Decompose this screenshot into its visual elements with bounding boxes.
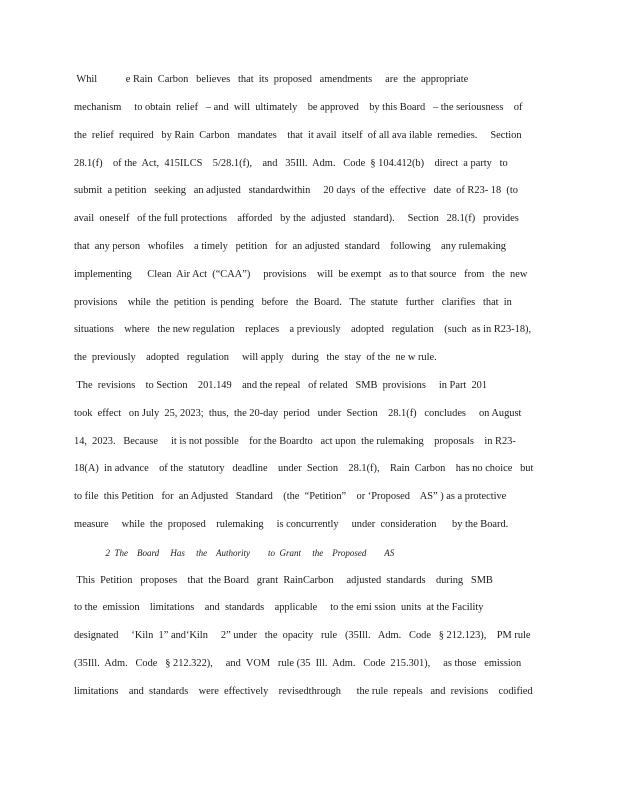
paragraph-line: submit a petition seeking an adjusted standardwithin 20 days of the effective date of R23- 18 (to <box>74 185 518 196</box>
paragraph-line: limitations and standards were effectively revisedthrough the rule repeals and revisions codified <box>74 686 533 697</box>
paragraph-line: to file this Petition for an Adjusted Standard (the “Petition” or ‘Proposed AS” ) as a protective <box>74 491 507 502</box>
paragraph-line: 28.1(f) of the Act, 415ILCS 5/28.1(f), and 35Ill. Adm. Code § 104.412(b) direct a party to <box>74 158 508 169</box>
paragraph-line: the relief required by Rain Carbon mandates that it avail itself of all ava ilable remedies. Section <box>74 130 522 141</box>
paragraph-line: measure while the proposed rulemaking is concurrently under consideration by the Board. <box>74 519 509 530</box>
paragraph-line: provisions while the petition is pending before the Board. The statute further clarifies that in <box>74 297 512 308</box>
paragraph-line: situations where the new regulation replaces a previously adopted regulation (such as in R23-18), <box>74 324 532 335</box>
paragraph-line: avail oneself of the full protections afforded by the adjusted standard). Section 28.1(f) provides <box>74 213 519 224</box>
paragraph-line: The revisions to Section 201.149 and the repeal of related SMB provisions in Part 201 <box>74 380 488 391</box>
paragraph-line: took effect on July 25, 2023; thus, the 20-day period under Section 28.1(f) concludes on August <box>74 408 522 419</box>
paragraph-line: Whil e Rain Carbon believes that its proposed amendments are the appropriate <box>74 74 469 85</box>
paragraph-line: 18(A) in advance of the statutory deadline under Section 28.1(f), Rain Carbon has no choice but <box>74 463 534 474</box>
section-heading: 2 The Board Has the Authority to Grant the Proposed AS <box>74 548 395 558</box>
paragraph-line: 14, 2023. Because it is not possible for the Boardto act upon the rulemaking proposals in R23- <box>74 436 516 447</box>
paragraph-line: (35Ill. Adm. Code § 212.322), and VOM rule (35 Ill. Adm. Code 215.301), as those emission <box>74 658 522 669</box>
paragraph-line: the previously adopted regulation will apply during the stay of the ne w rule. <box>74 352 437 363</box>
paragraph-line: mechanism to obtain relief – and will ultimately be approved by this Board – the seriousness of <box>74 102 523 113</box>
paragraph-line: to the emission limitations and standards applicable to the emi ssion units at the Facility <box>74 602 484 613</box>
paragraph-line: designated ‘Kiln 1” and‘Kiln 2” under the opacity rule (35Ill. Adm. Code § 212.123), PM rule <box>74 630 531 641</box>
paragraph-line: This Petition proposes that the Board grant RainCarbon adjusted standards during SMB <box>74 575 493 586</box>
paragraph-line: that any person whofiles a timely petition for an adjusted standard following any rulemaking <box>74 241 506 252</box>
paragraph-line: implementing Clean Air Act (“CAA”) provisions will be exempt as to that source from the new <box>74 269 528 280</box>
